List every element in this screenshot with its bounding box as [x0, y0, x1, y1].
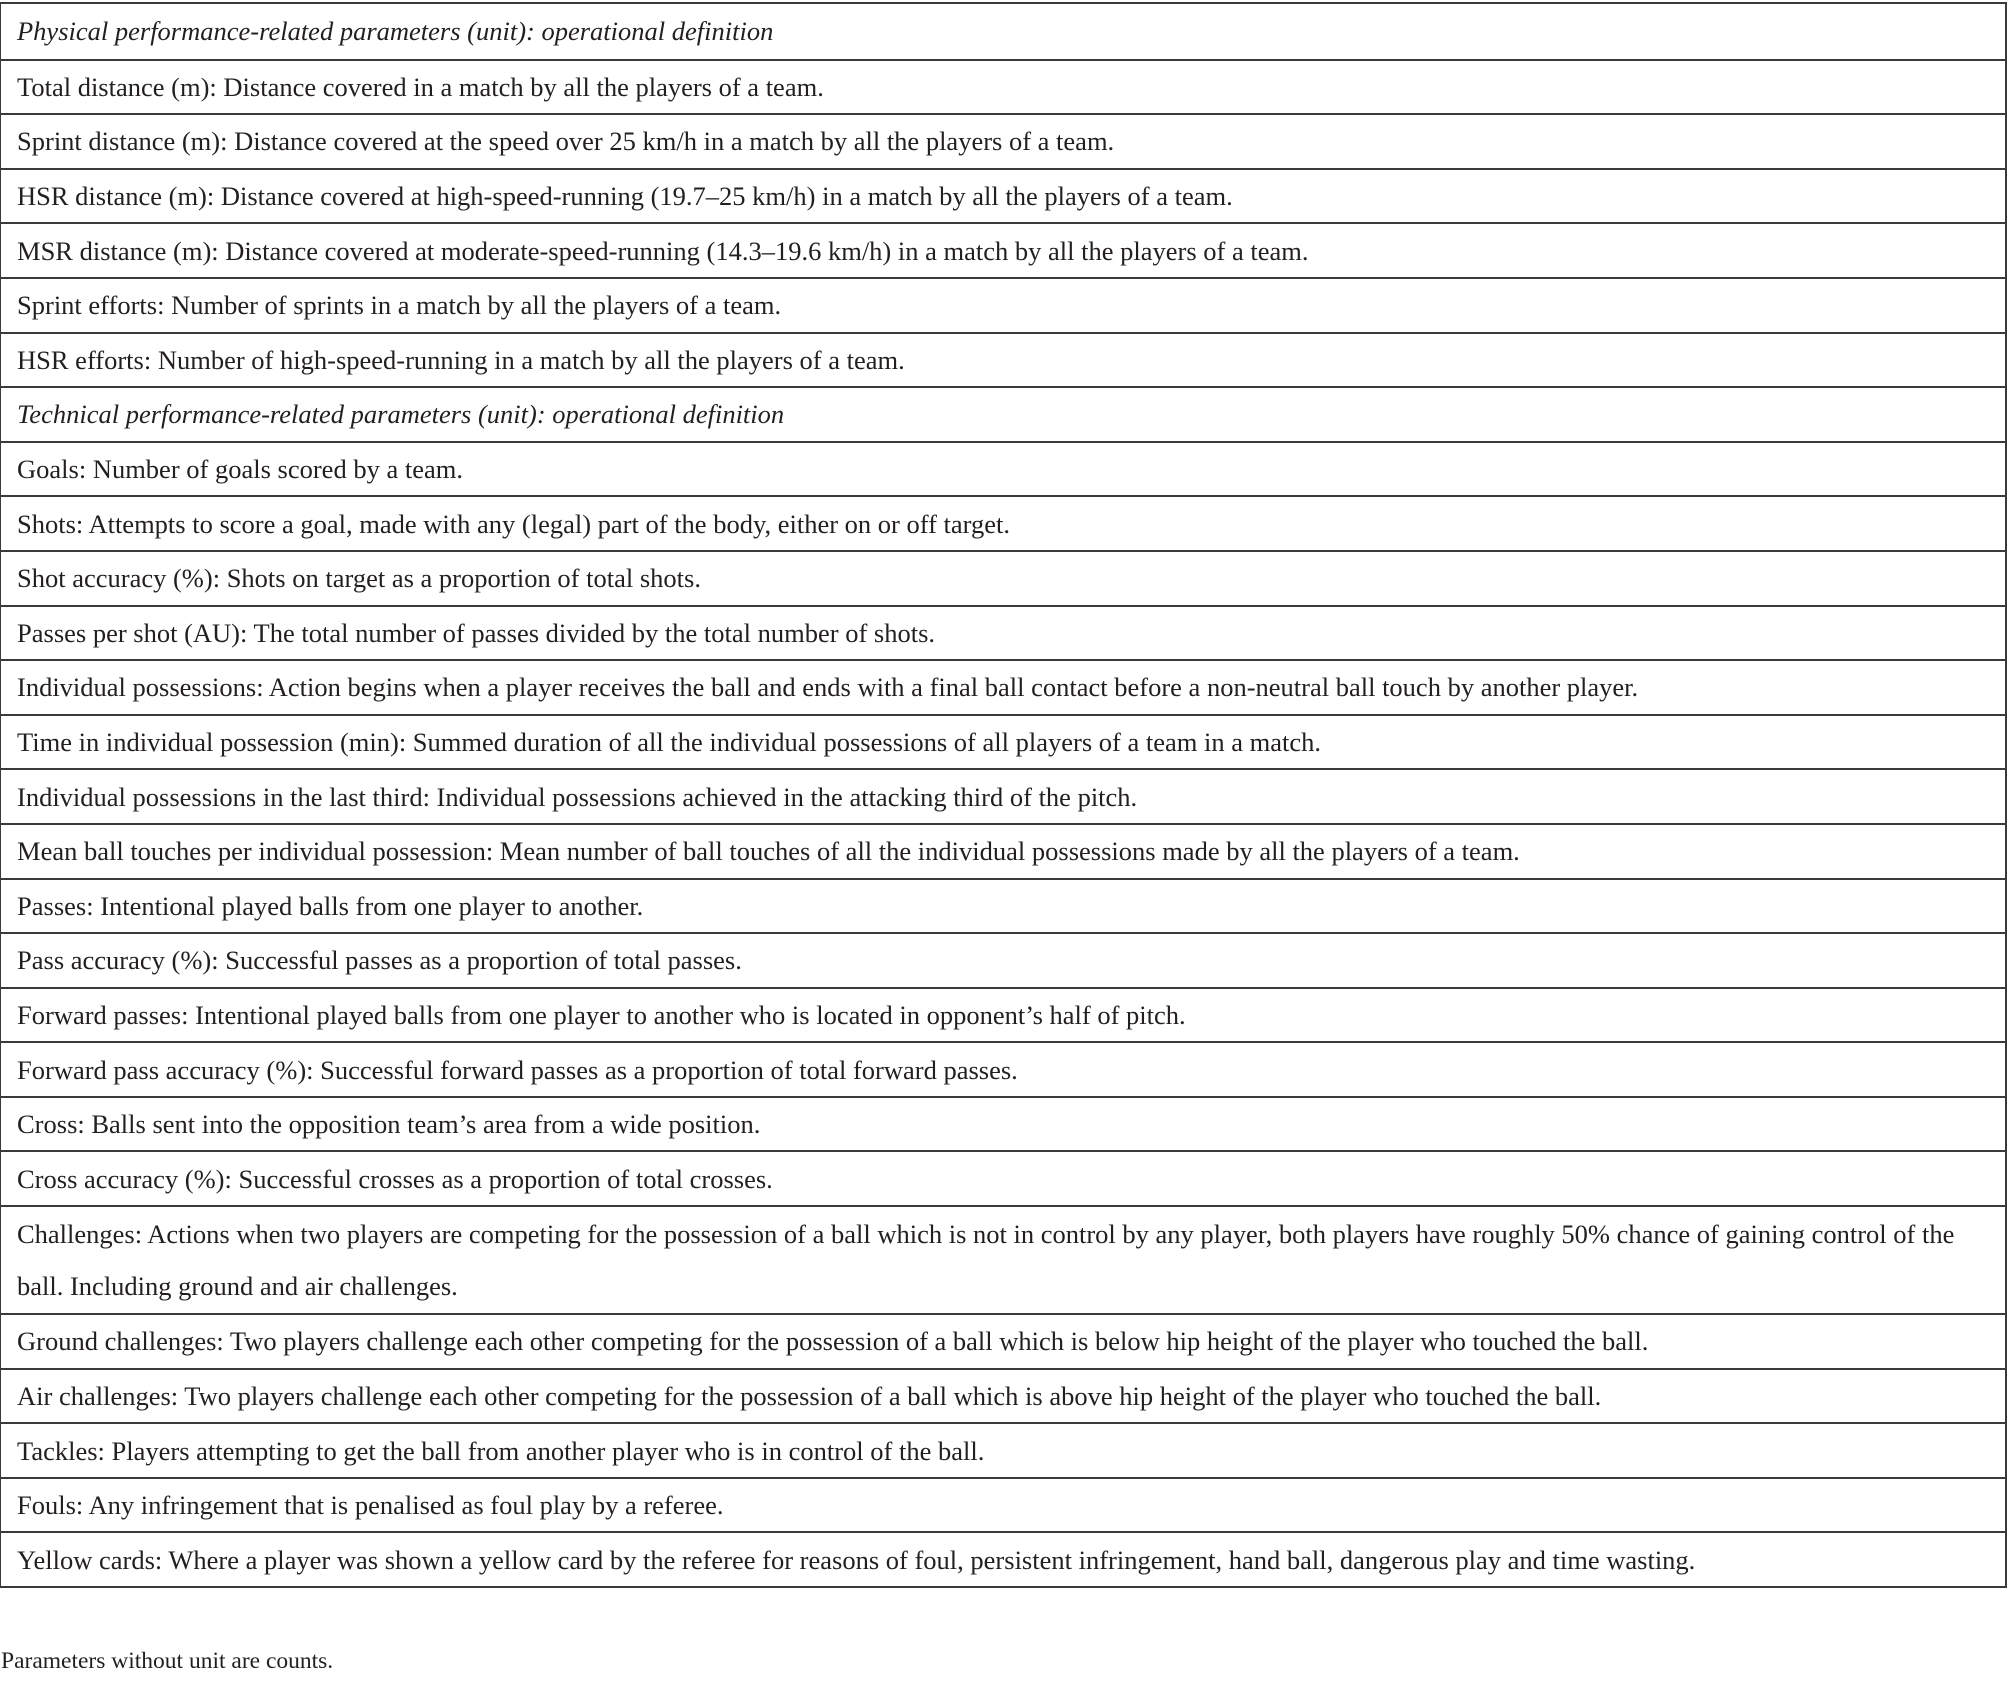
row-definition-text: Shot accuracy (%): Shots on target as a proportion of total shots.: [17, 563, 701, 594]
section-header-text: Technical performance-related parameters (unit): operational definition: [17, 399, 785, 430]
row-definition-text: Forward passes: Intentional played balls from one player to another who is located in opponent’s half of pitch.: [17, 999, 1186, 1030]
table-row: [0, 1041, 2007, 1096]
table-row: [0, 495, 2007, 550]
table-row: [0, 1313, 2007, 1368]
table-row: [0, 823, 2007, 878]
row-definition-text: Shots: Attempts to score a goal, made with any (legal) part of the body, either on or off target.: [17, 508, 1011, 539]
table-section-header: [0, 386, 2007, 441]
table-row: [0, 768, 2007, 823]
row-definition-text: Challenges: Actions when two players are competing for the possession of a ball which is not in control by any player, both players have roughly 50% chance of gaining control of the ball. Including ground and air challenges.: [17, 1219, 1955, 1302]
row-definition-text: Forward pass accuracy (%): Successful forward passes as a proportion of total forward passes.: [17, 1054, 1018, 1085]
table-row: [0, 878, 2007, 933]
row-definition-text: Sprint distance (m): Distance covered at the speed over 25 km/h in a match by all the players of a team.: [17, 126, 1115, 157]
table-row: [0, 277, 2007, 332]
row-definition-text: Tackles: Players attempting to get the ball from another player who is in control of the ball.: [17, 1435, 985, 1466]
table-row: [0, 987, 2007, 1042]
row-definition-text: Individual possessions in the last third: Individual possessions achieved in the attacking third of the pitch.: [17, 781, 1138, 812]
table-row: [0, 168, 2007, 223]
row-definition-text: Ground challenges: Two players challenge each other competing for the possession of a ball which is below hip height of the player who touched the ball.: [17, 1326, 1649, 1357]
table-row: [0, 1422, 2007, 1477]
table-row: [0, 1477, 2007, 1532]
row-definition-text: Passes per shot (AU): The total number of passes divided by the total number of shots.: [17, 617, 936, 648]
table-row: [0, 441, 2007, 496]
definitions-table: [0, 2, 2007, 1588]
table-row: [0, 932, 2007, 987]
row-definition-text: Total distance (m): Distance covered in a match by all the players of a team.: [17, 71, 824, 102]
row-definition-text: Fouls: Any infringement that is penalised as foul play by a referee.: [17, 1490, 724, 1521]
table-row: [0, 714, 2007, 769]
section-header-text: Physical performance-related parameters (unit): operational definition: [17, 16, 774, 47]
table-row: [0, 659, 2007, 714]
row-definition-text: Time in individual possession (min): Summed duration of all the individual possessions of all players of a team in a match.: [17, 727, 1321, 758]
table-row: [0, 1368, 2007, 1423]
table-section-header: [0, 4, 2007, 59]
row-definition-text: Individual possessions: Action begins when a player receives the ball and ends with a final ball contact before a non-neutral ball touch by another player.: [17, 672, 1639, 703]
table-row: [0, 1205, 2007, 1313]
row-definition-text: Cross accuracy (%): Successful crosses as a proportion of total crosses.: [17, 1163, 773, 1194]
table-row: [0, 222, 2007, 277]
row-definition-text: Goals: Number of goals scored by a team.: [17, 454, 463, 485]
row-definition-text: Sprint efforts: Number of sprints in a match by all the players of a team.: [17, 290, 782, 321]
row-definition-text: HSR efforts: Number of high-speed-running in a match by all the players of a team.: [17, 344, 905, 375]
table-row: [0, 605, 2007, 660]
table-row: [0, 1150, 2007, 1205]
row-definition-text: Cross: Balls sent into the opposition team’s area from a wide position.: [17, 1109, 761, 1140]
row-definition-text: Passes: Intentional played balls from one player to another.: [17, 890, 644, 921]
table-row: [0, 59, 2007, 114]
table-footnote: Parameters without unit are counts.: [1, 1648, 334, 1674]
row-definition-text: MSR distance (m): Distance covered at moderate-speed-running (14.3–19.6 km/h) in a match by all the players of a team.: [17, 235, 1309, 266]
row-definition-text: HSR distance (m): Distance covered at high-speed-running (19.7–25 km/h) in a match by all the players of a team.: [17, 181, 1233, 212]
row-definition-text: Air challenges: Two players challenge each other competing for the possession of a ball which is above hip height of the player who touched the ball.: [17, 1380, 1602, 1411]
row-definition-text: Yellow cards: Where a player was shown a yellow card by the referee for reasons of foul, persistent infringement, hand ball, dangerous play and time wasting.: [17, 1544, 1696, 1575]
table-row: [0, 1531, 2007, 1586]
table-row: [0, 332, 2007, 387]
row-definition-text: Pass accuracy (%): Successful passes as a proportion of total passes.: [17, 945, 742, 976]
table-row: [0, 1096, 2007, 1151]
table-row: [0, 550, 2007, 605]
table-row: [0, 113, 2007, 168]
row-definition-text: Mean ball touches per individual possession: Mean number of ball touches of all the individual possessions made by all the players of a team.: [17, 836, 1520, 867]
